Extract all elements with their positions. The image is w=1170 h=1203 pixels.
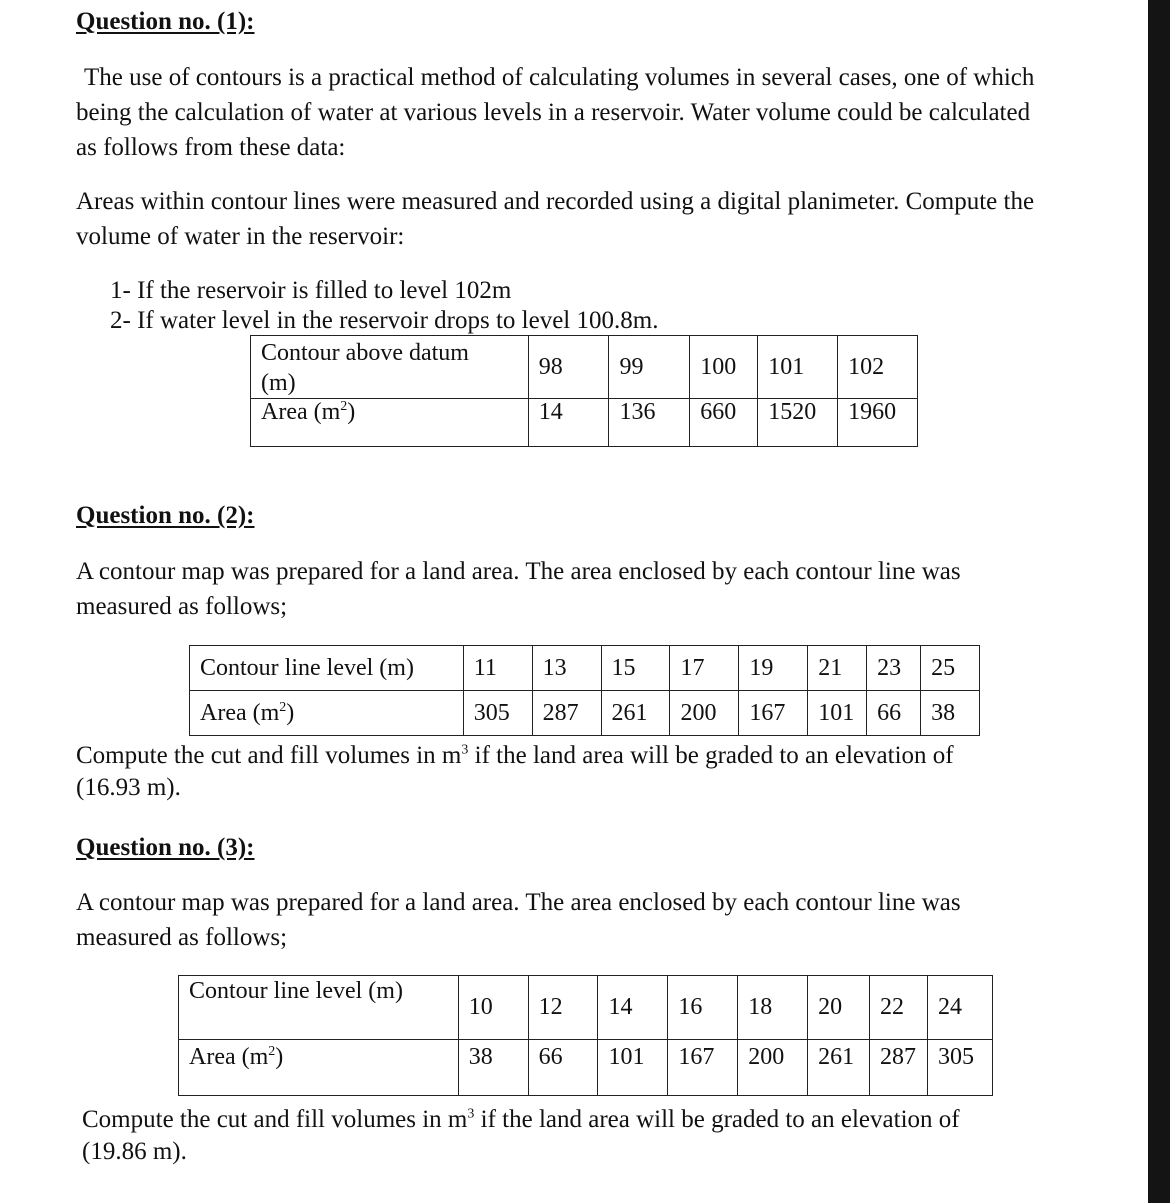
label-text: Area (m bbox=[189, 1044, 269, 1070]
question-2-heading: Question no. (2): bbox=[76, 502, 255, 529]
area-cell: 1960 bbox=[838, 399, 918, 447]
area-cell: 1520 bbox=[758, 399, 838, 447]
question-2-table bbox=[189, 645, 980, 736]
level-cell: 12 bbox=[528, 976, 598, 1040]
table-row-levels bbox=[179, 976, 993, 1040]
area-cell: 66 bbox=[528, 1040, 598, 1096]
compute-text: if the land area will be graded to an elevation of bbox=[474, 1106, 960, 1133]
level-cell: 15 bbox=[601, 646, 670, 691]
question-1-paragraph-1 bbox=[76, 60, 1034, 165]
area-cell: 38 bbox=[458, 1040, 528, 1096]
paragraph-line: A contour map was prepared for a land area. The area enclosed by each contour line was bbox=[76, 889, 961, 916]
paragraph-line: being the calculation of water at various levels in a reservoir. Water volume could be calculated bbox=[76, 99, 1031, 126]
level-cell: 23 bbox=[867, 646, 921, 691]
area-cell: 305 bbox=[463, 691, 532, 736]
compute-text: Compute the cut and fill volumes in m bbox=[82, 1106, 468, 1133]
area-cell: 167 bbox=[668, 1040, 738, 1096]
compute-line: (16.93 m). bbox=[76, 774, 181, 801]
level-cell: 21 bbox=[808, 646, 867, 691]
level-cell: 101 bbox=[758, 336, 838, 399]
level-cell: 24 bbox=[928, 976, 993, 1040]
area-cell: 287 bbox=[870, 1040, 928, 1096]
level-cell: 20 bbox=[808, 976, 870, 1040]
area-cell: 261 bbox=[808, 1040, 870, 1096]
question-2-paragraph bbox=[76, 554, 961, 624]
superscript: 3 bbox=[461, 742, 469, 758]
question-1-heading: Question no. (1): bbox=[76, 8, 255, 35]
label-text: ) bbox=[347, 399, 356, 425]
area-cell: 167 bbox=[739, 691, 808, 736]
paragraph-line: Areas within contour lines were measured and recorded using a digital planimeter. Compute the bbox=[76, 188, 1035, 215]
paragraph-line: The use of contours is a practical method of calculating volumes in several cases, one of which bbox=[84, 64, 1035, 91]
label-text: Area (m bbox=[200, 699, 280, 726]
level-cell: 25 bbox=[921, 646, 980, 691]
area-cell: 38 bbox=[921, 691, 980, 736]
level-cell: 100 bbox=[690, 336, 758, 399]
area-cell: 200 bbox=[670, 691, 739, 736]
level-cell: 10 bbox=[458, 976, 528, 1040]
question-1-paragraph-2 bbox=[76, 184, 1034, 254]
compute-text: Compute the cut and fill volumes in m bbox=[76, 742, 462, 769]
superscript: 2 bbox=[340, 399, 348, 414]
question-3-paragraph bbox=[76, 885, 961, 955]
compute-line: (19.86 m). bbox=[82, 1138, 187, 1165]
row-label-contour-line-level: Contour line level (m) bbox=[179, 976, 459, 1040]
level-cell: 102 bbox=[838, 336, 918, 399]
table-row-levels bbox=[251, 336, 918, 399]
question-1-list-item-2: 2- If water level in the reservoir drops to level 100.8m. bbox=[110, 307, 659, 334]
level-cell: 17 bbox=[670, 646, 739, 691]
row-label-contour-above-datum bbox=[251, 336, 529, 399]
table-row-areas bbox=[179, 1040, 993, 1096]
superscript: 2 bbox=[268, 1044, 276, 1059]
level-cell: 98 bbox=[528, 336, 609, 399]
area-cell: 660 bbox=[690, 399, 758, 447]
row-label-contour-line-level: Contour line level (m) bbox=[190, 646, 464, 691]
superscript: 3 bbox=[467, 1106, 475, 1122]
question-3-compute-instruction bbox=[82, 1104, 960, 1168]
level-cell: 16 bbox=[668, 976, 738, 1040]
area-cell: 287 bbox=[532, 691, 601, 736]
level-cell: 11 bbox=[463, 646, 532, 691]
label-text: Area (m bbox=[261, 399, 341, 425]
question-1-list-item-1: 1- If the reservoir is filled to level 102m bbox=[110, 277, 512, 304]
label-line: Contour above datum bbox=[261, 340, 469, 366]
paragraph-line: volume of water in the reservoir: bbox=[76, 223, 405, 250]
level-cell: 19 bbox=[739, 646, 808, 691]
table-row-areas bbox=[251, 399, 918, 447]
level-cell: 18 bbox=[738, 976, 808, 1040]
paragraph-line: measured as follows; bbox=[76, 593, 288, 620]
area-cell: 101 bbox=[808, 691, 867, 736]
superscript: 2 bbox=[279, 699, 287, 715]
area-cell: 200 bbox=[738, 1040, 808, 1096]
label-line: (m) bbox=[261, 370, 296, 396]
area-cell: 101 bbox=[598, 1040, 668, 1096]
question-1-table bbox=[250, 335, 918, 447]
question-3-heading: Question no. (3): bbox=[76, 834, 255, 861]
compute-line bbox=[76, 740, 954, 772]
question-3-table bbox=[178, 975, 993, 1096]
level-cell: 99 bbox=[609, 336, 690, 399]
paragraph-line: A contour map was prepared for a land area. The area enclosed by each contour line was bbox=[76, 558, 961, 585]
level-cell: 22 bbox=[870, 976, 928, 1040]
row-label-area bbox=[179, 1040, 459, 1096]
question-2-compute-instruction bbox=[76, 740, 954, 804]
row-label-area bbox=[190, 691, 464, 736]
area-cell: 305 bbox=[928, 1040, 993, 1096]
paragraph-line: measured as follows; bbox=[76, 924, 288, 951]
table-row-levels bbox=[190, 646, 980, 691]
level-cell: 14 bbox=[598, 976, 668, 1040]
compute-line bbox=[82, 1104, 960, 1136]
level-cell: 13 bbox=[532, 646, 601, 691]
area-cell: 261 bbox=[601, 691, 670, 736]
label-text: ) bbox=[286, 699, 295, 726]
area-cell: 66 bbox=[867, 691, 921, 736]
viewer-edge bbox=[1148, 0, 1170, 1203]
label-text: ) bbox=[275, 1044, 284, 1070]
table-row-areas bbox=[190, 691, 980, 736]
compute-text: if the land area will be graded to an elevation of bbox=[468, 742, 954, 769]
area-cell: 14 bbox=[528, 399, 609, 447]
row-label-area bbox=[251, 399, 529, 447]
paragraph-line: as follows from these data: bbox=[76, 134, 346, 161]
area-cell: 136 bbox=[609, 399, 690, 447]
